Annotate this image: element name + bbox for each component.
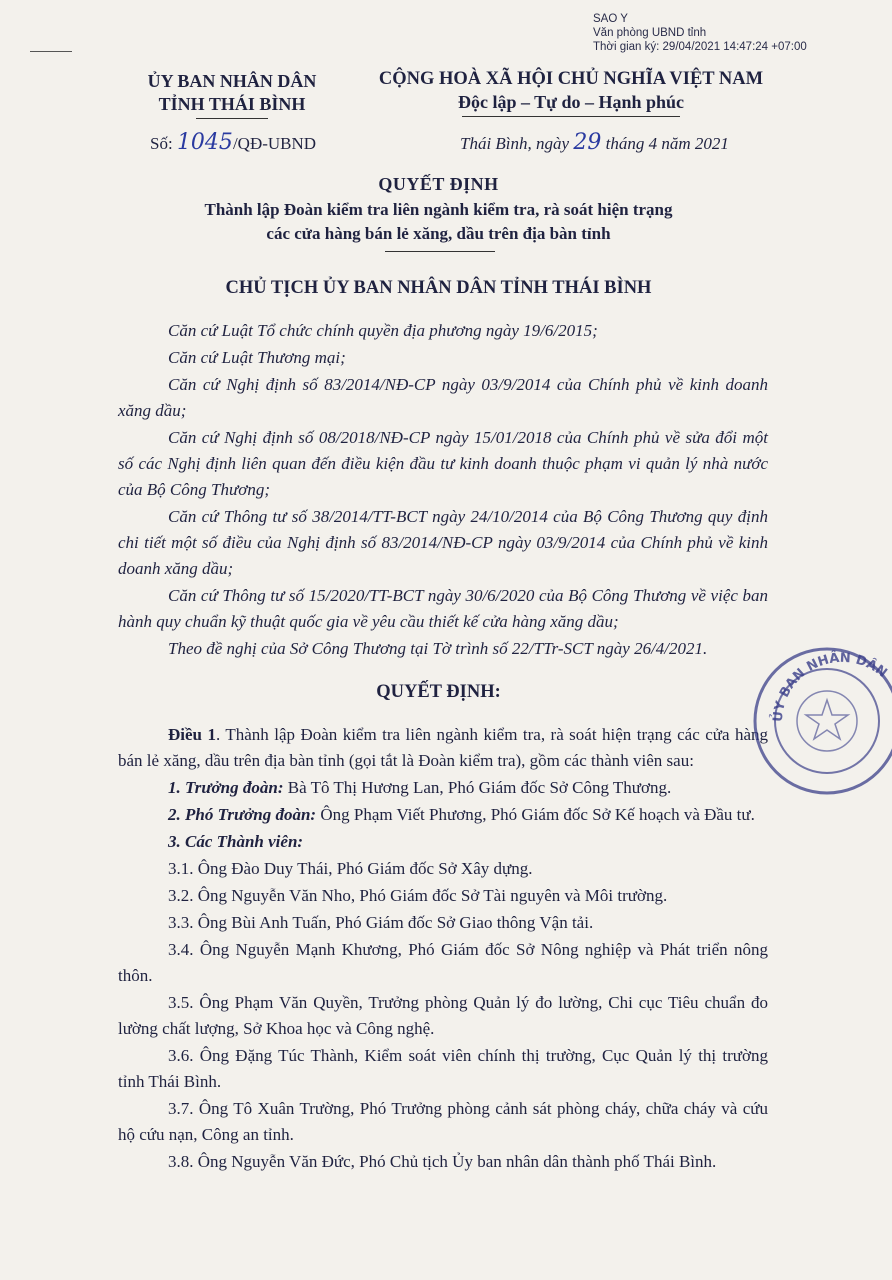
number-suffix: /QĐ-UBND: [232, 134, 317, 153]
country-name: CỘNG HOÀ XÃ HỘI CHỦ NGHĨA VIỆT NAM: [378, 69, 764, 89]
member-item: 3.2. Ông Nguyễn Văn Nho, Phó Giám đốc Sở Tài nguyên và Môi trường.: [168, 886, 668, 905]
member-item: 3.4. Ông Nguyễn Mạnh Khương, Phó Giám đốc Sở Nông nghiệp và Phát triển nông thôn.: [118, 940, 768, 985]
team-leader: [118, 775, 768, 801]
member-item: 3.1. Ông Đào Duy Thái, Phó Giám đốc Sở Xây dựng.: [168, 859, 533, 878]
issuing-authority: [118, 70, 346, 119]
preamble-item: Căn cứ Luật Thương mại;: [168, 348, 346, 367]
document-number: [150, 130, 316, 155]
article-text: . Thành lập Đoàn kiểm tra liên ngành kiểm tra, rà soát hiện trạng các cửa hàng bán lẻ xăng, dầu trên địa bàn tỉnh (gọi tắt là Đoàn kiểm tra), gồm các thành viên sau:: [118, 725, 768, 770]
decision-subtitle: Thành lập Đoàn kiểm tra liên ngành kiểm tra, rà soát hiện trạng: [204, 200, 673, 219]
authority-heading: CHỦ TỊCH ỦY BAN NHÂN DÂN TỈNH THÁI BÌNH: [225, 278, 652, 298]
decision-subtitle: các cửa hàng bán lẻ xăng, dầu trên địa bàn tỉnh: [266, 224, 611, 243]
copy-stamp-line: Thời gian ký: 29/04/2021 14:47:24 +07:00: [593, 41, 807, 53]
member-item: 3.3. Ông Bùi Anh Tuấn, Phó Giám đốc Sở Giao thông Vận tải.: [168, 913, 594, 932]
deputy-label: 2. Phó Trưởng đoàn:: [168, 805, 317, 824]
motto-underline: [462, 116, 680, 117]
preamble-item: Căn cứ Thông tư số 15/2020/TT-BCT ngày 30/6/2020 của Bộ Công Thương về việc ban hành quy chuẩn kỹ thuật quốc gia về yêu cầu thiết kế cửa hàng xăng dầu;: [118, 586, 768, 631]
copy-stamp-line: SAO Y: [593, 13, 628, 25]
number-prefix: Số:: [150, 134, 173, 153]
article-1: [118, 722, 768, 774]
handwritten-number: 1045: [176, 130, 233, 155]
preamble-item: Căn cứ Nghị định số 08/2018/NĐ-CP ngày 15/01/2018 của Chính phủ về sửa đổi một số các Nghị định liên quan đến điều kiện đầu tư kinh doanh thuộc phạm vi quản lý nhà nước của Bộ Công Thương;: [118, 428, 768, 499]
digital-copy-stamp: [593, 12, 807, 54]
place-date: [460, 130, 729, 155]
place-prefix: Thái Bình, ngày: [460, 134, 570, 153]
members-heading: 3. Các Thành viên:: [168, 832, 304, 851]
date-suffix: tháng 4 năm 2021: [605, 134, 729, 153]
member-item: 3.8. Ông Nguyễn Văn Đức, Phó Chủ tịch Ủy ban nhân dân thành phố Thái Bình.: [168, 1152, 717, 1171]
authority-line: TỈNH THÁI BÌNH: [158, 94, 306, 114]
preamble: [118, 318, 768, 663]
official-seal: [742, 642, 892, 800]
decision-heading: QUYẾT ĐỊNH:: [376, 682, 501, 702]
handwritten-day: 29: [573, 130, 602, 155]
preamble-item: Căn cứ Luật Tổ chức chính quyền địa phương ngày 19/6/2015;: [168, 321, 598, 340]
deputy-text: Ông Phạm Viết Phương, Phó Giám đốc Sở Kế hoạch và Đầu tư.: [316, 805, 755, 824]
decision-body: [118, 722, 768, 1176]
title-underline: [385, 251, 495, 252]
article-label: Điều 1: [168, 725, 216, 744]
member-item: 3.7. Ông Tô Xuân Trường, Phó Trưởng phòng cảnh sát phòng cháy, chữa cháy và cứu hộ cứu nạn, Công an tỉnh.: [118, 1099, 768, 1144]
preamble-item: Căn cứ Thông tư số 38/2014/TT-BCT ngày 24/10/2014 của Bộ Công Thương quy định chi tiết một số điều của Nghị định số 83/2014/NĐ-CP ngày 03/9/2014 của Chính phủ về kinh doanh xăng dầu;: [118, 507, 768, 578]
margin-mark: [30, 51, 72, 52]
seal-text: ỦY BAN NHÂN DÂN: [770, 650, 890, 723]
preamble-item: Căn cứ Nghị định số 83/2014/NĐ-CP ngày 03/9/2014 của Chính phủ về kinh doanh xăng dầu;: [118, 375, 768, 420]
member-item: 3.5. Ông Phạm Văn Quyền, Trưởng phòng Quản lý đo lường, Chi cục Tiêu chuẩn đo lường chất lượng, Sở Khoa học và Công nghệ.: [118, 993, 768, 1038]
leader-text: Bà Tô Thị Hương Lan, Phó Giám đốc Sở Công Thương.: [283, 778, 672, 797]
decision-title: QUYẾT ĐỊNH: [378, 174, 499, 194]
member-item: 3.6. Ông Đặng Túc Thành, Kiểm soát viên chính thị trường, Cục Quản lý thị trường tỉnh Thái Bình.: [118, 1046, 768, 1091]
preamble-item: Theo đề nghị của Sở Công Thương tại Tờ trình số 22/TTr-SCT ngày 26/4/2021.: [168, 639, 708, 658]
national-motto: Độc lập – Tự do – Hạnh phúc: [457, 92, 685, 112]
authority-line: ỦY BAN NHÂN DÂN: [147, 71, 317, 91]
team-deputy: [118, 802, 768, 828]
leader-label: 1. Trưởng đoàn:: [168, 778, 284, 797]
authority-underline: [196, 118, 268, 119]
copy-stamp-line: Văn phòng UBND tỉnh: [593, 27, 707, 39]
national-header: [356, 68, 786, 117]
